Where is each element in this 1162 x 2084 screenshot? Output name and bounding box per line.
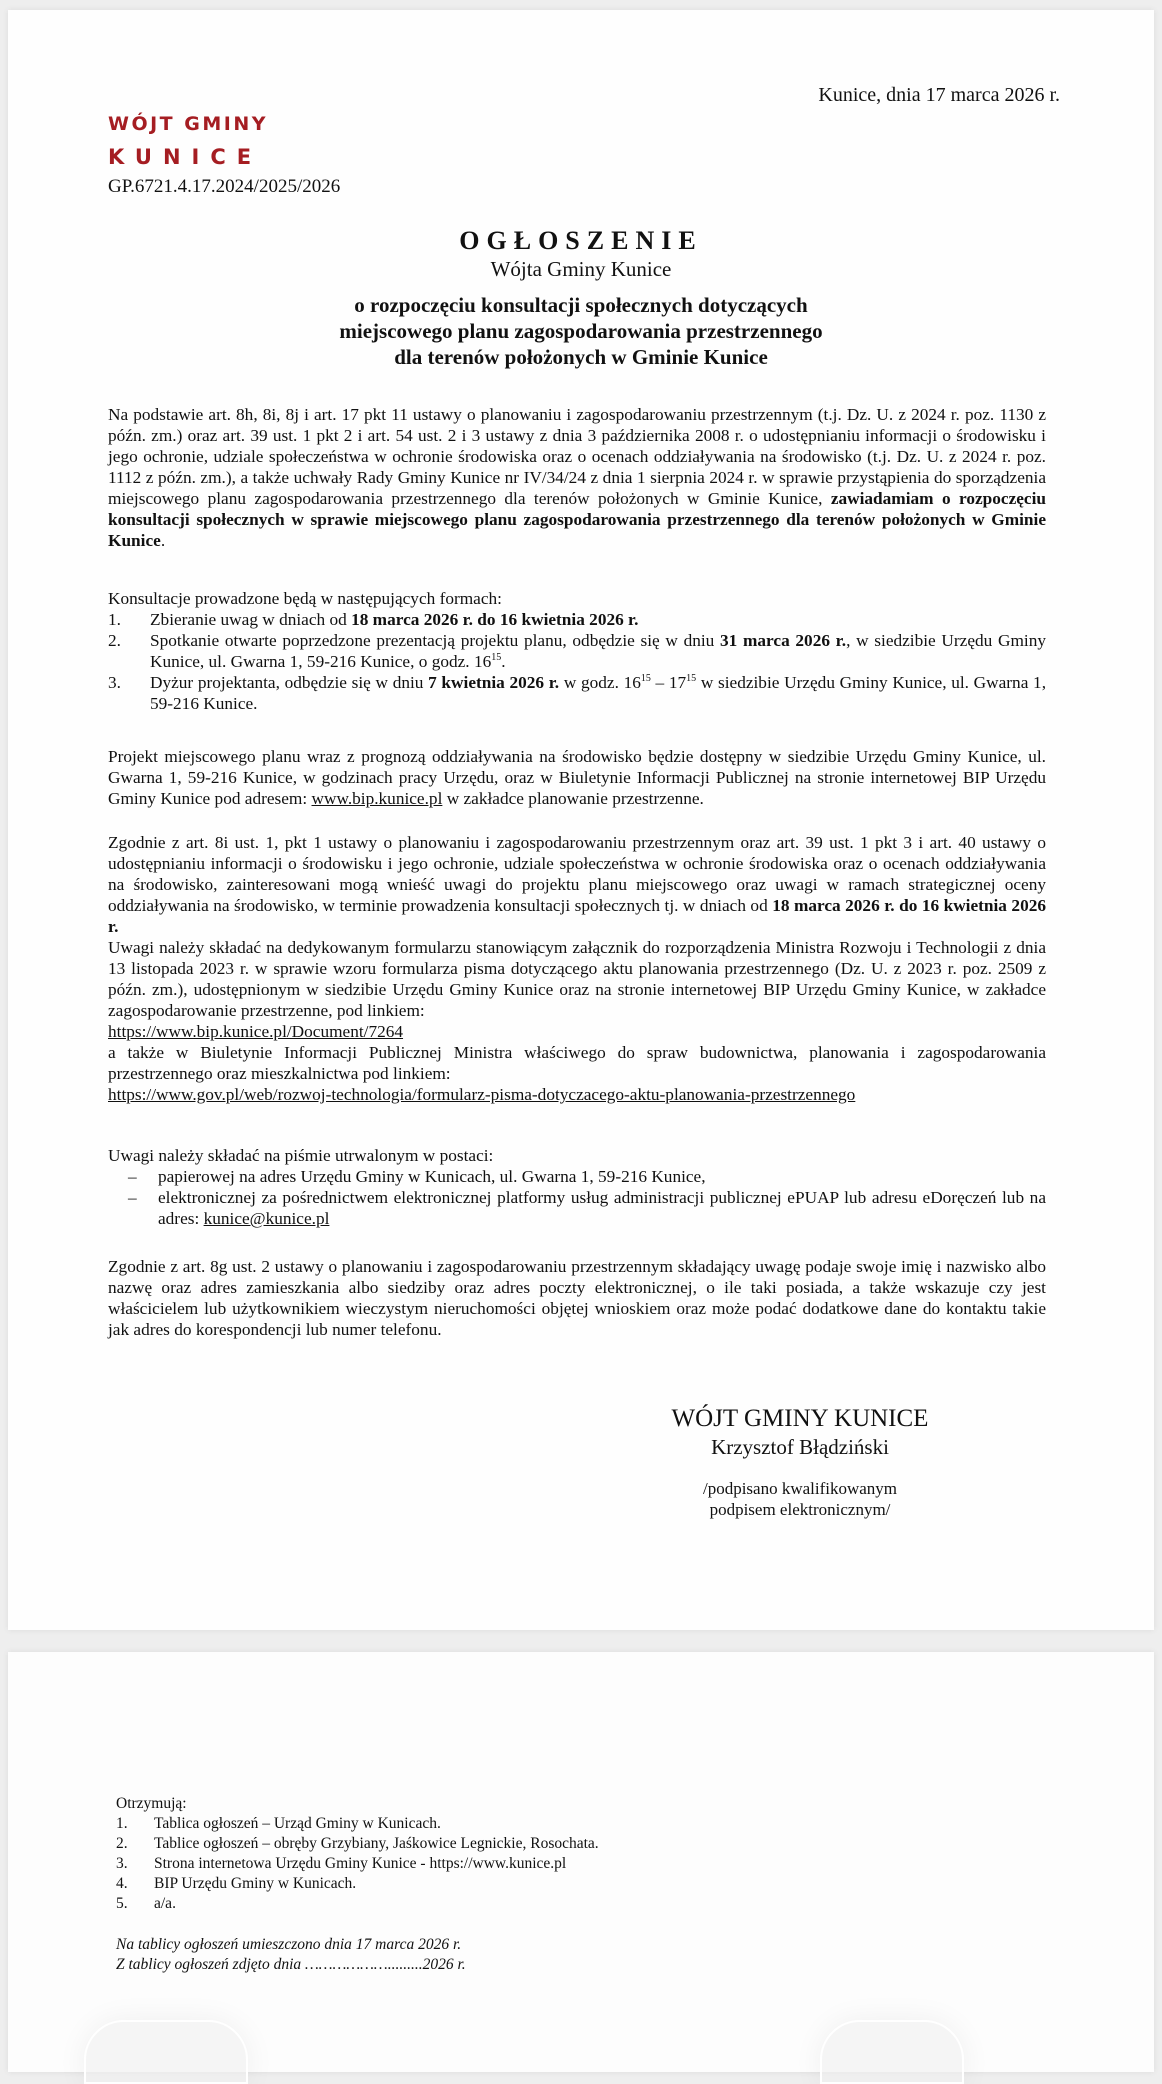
signatory-name: Krzysztof Błądziński: [711, 1435, 889, 1459]
list-item: [108, 672, 1046, 714]
ministry-text: a także w Biuletynie Informacji Publicznej Ministra właściwego do spraw budownictwa, planowania i zagospodarowania przestrzennego oraz mieszkalnictwa pod linkiem:: [108, 1043, 1046, 1083]
recipient-item: [116, 1874, 816, 1894]
brand-line-2: KUNICE: [108, 145, 263, 169]
item-text: w siedzibie Urzędu Gminy Kunice, ul. Gwarna 1, 59-216 Kunice.: [150, 673, 1047, 713]
recipient-item: [116, 1814, 816, 1834]
item-text: Tablica ogłoszeń – Urząd Gminy w Kunicach.: [154, 1815, 441, 1832]
item-text: Zbieranie uwag w dniach od: [150, 610, 352, 629]
recipient-item: [116, 1894, 816, 1914]
item-text: Spotkanie otwarte poprzedzone prezentacją projektu planu, odbędzie się w dniu: [150, 631, 721, 650]
item-text: Strona internetowa Urzędu Gminy Kunice - https://www.kunice.pl: [154, 1855, 567, 1872]
recipient-item: [116, 1834, 816, 1854]
submission-intro: Uwagi należy składać na piśmie utrwalonym w postaci:: [108, 1146, 494, 1165]
item-text: , w siedzibie Urzędu Gminy Kunice, ul. Gwarna 1, 59-216 Kunice, o godz. 16: [150, 631, 1046, 671]
title-block: [0, 226, 1162, 370]
document-subject: [0, 292, 1162, 370]
item-text: w godz. 16: [559, 673, 641, 692]
announcement-bold: zawiadamiam o rozpoczęciu konsultacji społecznych w sprawie miejscowego planu zagospodarowania przestrzennego dla terenów położonych w Gminie Kunice: [108, 489, 1047, 550]
forms-intro: Konsultacje prowadzone będą w następujących formach:: [108, 589, 502, 608]
item-bold-date: 31 marca 2026 r.: [720, 631, 847, 650]
item-number: 2.: [116, 1835, 128, 1852]
time-minutes: 15: [640, 673, 651, 685]
applicant-data-paragraph: Zgodnie z art. 8g ust. 2 ustawy o planowaniu i zagospodarowaniu przestrzennym składający uwagę podaje swoje imię i nazwisko albo nazwę oraz adres zamieszkania albo siedziby oraz adres poczty elektronicznej, o ile taki posiada, a także wskazuje czy jest właścicielem lub użytkownikiem wieczystym nieruchomości objętej wnioskiem oraz może podać dodatkowe dane do kontaktu takie jak adres do korespondencji lub numer telefonu.: [108, 1257, 1046, 1339]
item-number: 2.: [108, 631, 121, 650]
item-number: 3.: [108, 673, 121, 692]
gov-form-link[interactable]: https://www.gov.pl/web/rozwoj-technologia/formularz-pisma-dotyczacego-aktu-planowania-przestrzennego: [108, 1085, 856, 1104]
removed-date: Z tablicy ogłoszeń zdjęto dnia ……………….........2026 r.: [116, 1956, 466, 1973]
consultation-forms: [108, 588, 1046, 714]
item-bold-date: 18 marca 2026 r. do 16 kwietnia 2026 r.: [351, 610, 639, 629]
brand-line-1: WÓJT GMINY: [108, 113, 268, 135]
list-item: [108, 1187, 1046, 1229]
availability-text: Projekt miejscowego planu wraz z prognozą oddziaływania na środowisko będzie dostępny w siedzibie Urzędu Gminy Kunice, ul. Gwarna 1, 59-216 Kunice, w godzinach pracy Urzędu, oraz w Biuletynie Informacji Publicznej na stronie internetowej BIP Urzędu Gminy Kunice pod adresem:: [108, 747, 1046, 808]
document-title: OGŁOSZENIE: [459, 226, 703, 255]
item-number: 1.: [108, 610, 121, 629]
recipient-item: [116, 1854, 816, 1874]
reference-number: GP.6721.4.17.2024/2025/2026: [108, 176, 341, 197]
subject-line: dla terenów położonych w Gminie Kunice: [394, 345, 768, 369]
time-minutes: 15: [686, 673, 697, 685]
office-logo: [108, 110, 268, 174]
signature-note-line: /podpisano kwalifikowanym: [702, 1479, 898, 1498]
posted-date: Na tablicy ogłoszeń umieszczono dnia 17 marca 2026 r.: [116, 1936, 462, 1953]
subject-line: miejscowego planu zagospodarowania przestrzennego: [339, 319, 823, 343]
bip-document-link[interactable]: https://www.bip.kunice.pl/Document/7264: [108, 1022, 404, 1041]
floating-control-right[interactable]: [820, 2020, 964, 2084]
item-number: 1.: [116, 1815, 128, 1832]
email-link[interactable]: kunice@kunice.pl: [203, 1209, 330, 1228]
item-text: papierowej na adres Urzędu Gminy w Kunicach, ul. Gwarna 1, 59-216 Kunice,: [158, 1167, 706, 1186]
legal-basis-text: Na podstawie art. 8h, 8i, 8j i art. 17 pkt 11 ustawy o planowaniu i zagospodarowaniu przestrzennym (t.j. Dz. U. z 2024 r. poz. 1130 z późn. zm.) oraz art. 39 ust. 1 pkt 2 i art. 54 ust. 2 i 3 ustawy z dnia 3 października 2008 r. o udostępnianiu informacji o środowisku i jego ochronie, udziale społeczeństwa w ochronie środowiska oraz o ocenach oddziaływania na środowisko (t.j. Dz. U. z 2024 r. poz. 1112 z późn. zm.), a także uchwały Rady Gminy Kunice nr IV/34/24 z dnia 1 sierpnia 2024 r. w sprawie przystąpienia do sporządzenia miejscowego planu zagospodarowania przestrzennego dla terenów położonych w Gminie Kunice,: [108, 405, 1046, 508]
signature-block: [560, 1404, 1040, 1520]
signatory-title: WÓJT GMINY KUNICE: [671, 1405, 929, 1432]
comments-text: Zgodnie z art. 8i ust. 1, pkt 1 ustawy o planowaniu i zagospodarowaniu przestrzennym oraz art. 39 ust. 1 pkt 3 i art. 40 ustawy o udostępnianiu informacji o środowisku i jego ochronie, udziale społeczeństwa w ochronie środowiska oraz o ocenach oddziaływania na środowisko, zainteresowani mogą wnieść uwagi do projektu planu miejscowego oraz uwagi w ramach strategicznej oceny oddziaływania na środowisko, w terminie prowadzenia konsultacji społecznych tj. w dniach od: [108, 833, 1046, 915]
document-page-2: [8, 1652, 1154, 2072]
place-and-date: Kunice, dnia 17 marca 2026 r.: [818, 84, 1060, 106]
submission-methods: [108, 1145, 1046, 1229]
item-number: 5.: [116, 1895, 128, 1912]
item-text: BIP Urzędu Gminy w Kunicach.: [154, 1875, 357, 1892]
dash-bullet: –: [128, 1167, 137, 1186]
availability-paragraph: [108, 746, 1046, 809]
item-text: – 17: [650, 673, 687, 692]
item-number: 4.: [116, 1875, 128, 1892]
form-text: Uwagi należy składać na dedykowanym formularzu stanowiącym załącznik do rozporządzenia Ministra Rozwoju i Technologii z dnia 13 listopada 2023 r. w sprawie wzoru formularza pisma dotyczącego aktu planowania przestrzennego (Dz. U. z 2023 r. poz. 2509 z późn. zm.), udostępnionym w siedzibie Urzędu Gminy Kunice oraz na stronie internetowej BIP Urzędu Gminy Kunice, w zakładce zagospodarowanie przestrzenne, pod linkiem:: [108, 938, 1046, 1020]
time-minutes: 15: [491, 652, 502, 664]
item-bold-date: 7 kwietnia 2026 r.: [428, 673, 560, 692]
distribution-block: [116, 1794, 816, 1975]
document-subtitle: Wójta Gminy Kunice: [490, 257, 672, 281]
item-text: a/a.: [154, 1895, 176, 1912]
recipients-title: Otrzymują:: [116, 1795, 187, 1812]
list-item: [108, 609, 1046, 630]
item-number: 3.: [116, 1855, 128, 1872]
floating-control-left[interactable]: [84, 2020, 248, 2084]
comments-paragraph: [108, 832, 1046, 1105]
bip-link[interactable]: www.bip.kunice.pl: [311, 789, 443, 808]
availability-text: w zakładce planowanie przestrzenne.: [442, 789, 704, 808]
comments-bold-dates: 18 marca 2026 r. do 16 kwietnia 2026 r.: [108, 896, 1046, 936]
period: .: [160, 531, 166, 550]
signature-note: [560, 1478, 1040, 1520]
subject-line: o rozpoczęciu konsultacji społecznych dotyczących: [354, 293, 808, 317]
signature-note-line: podpisem elektronicznym/: [709, 1500, 891, 1519]
legal-basis-paragraph: [108, 404, 1046, 551]
list-item: [108, 1166, 1046, 1187]
item-text: Tablice ogłoszeń – obręby Grzybiany, Jaśkowice Legnickie, Rosochata.: [154, 1835, 599, 1852]
item-text: Dyżur projektanta, odbędzie się w dniu: [150, 673, 429, 692]
list-item: [108, 630, 1046, 672]
dash-bullet: –: [128, 1188, 137, 1207]
item-text: elektronicznej za pośrednictwem elektronicznej platformy usług administracji publicznej ePUAP lub adresu eDoręczeń lub na adres:: [158, 1188, 1046, 1228]
item-text: .: [501, 652, 506, 671]
